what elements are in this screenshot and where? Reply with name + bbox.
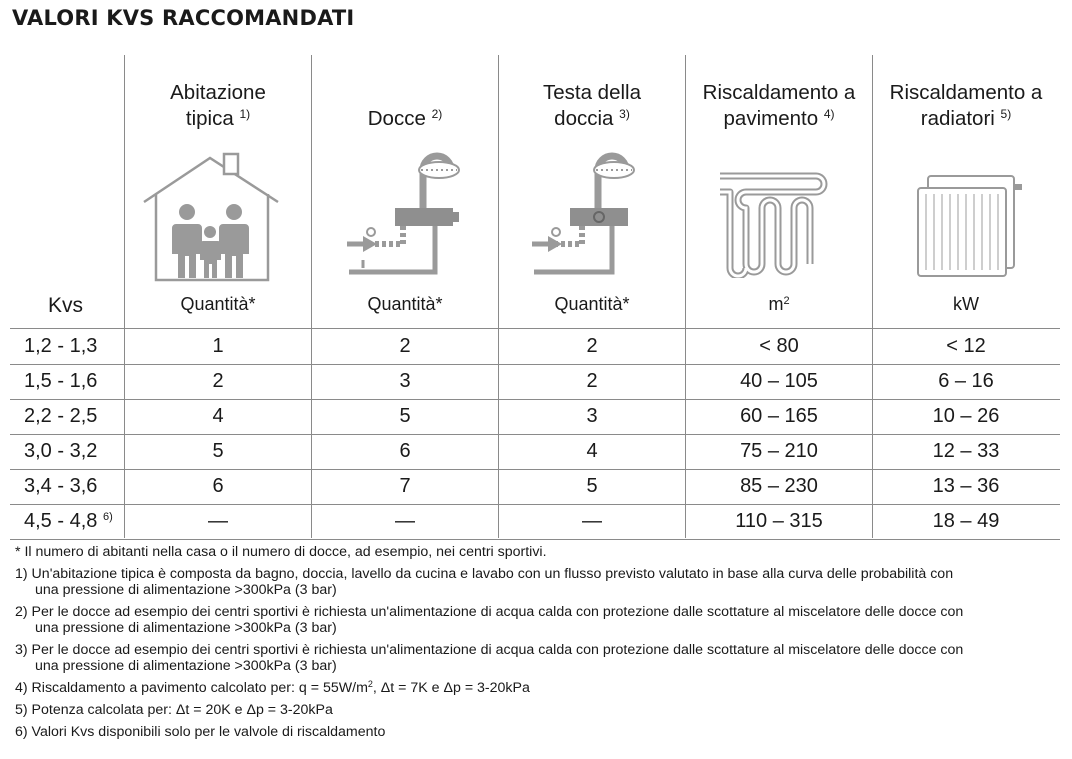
house-family-icon bbox=[140, 150, 282, 285]
footnote-text: una pressione di alimentazione >300kPa (3 bar) bbox=[35, 658, 337, 674]
kvs-cell: 3,0 - 3,2 bbox=[24, 440, 98, 462]
floor-heating-icon bbox=[716, 168, 831, 278]
table-cell: 18 – 49 bbox=[932, 510, 1000, 532]
radiator-icon bbox=[914, 170, 1024, 280]
kvs-cell: 1,5 - 1,6 bbox=[24, 370, 98, 392]
table-cell: — bbox=[582, 510, 602, 532]
table-cell: 1 bbox=[212, 335, 224, 357]
table-cell: 13 – 36 bbox=[932, 475, 1000, 497]
table-cell: 75 – 210 bbox=[740, 440, 818, 462]
table-cell: 5 bbox=[586, 475, 598, 497]
footnote-text: una pressione di alimentazione >300kPa (3 bar) bbox=[35, 620, 337, 636]
table-cell: 10 – 26 bbox=[932, 405, 1000, 427]
footnote-ref: 3) bbox=[619, 107, 630, 121]
footnote-text: , Δt = 7K e Δp = 3-20kPa bbox=[372, 680, 530, 696]
table-cell: 5 bbox=[212, 440, 224, 462]
table-cell: 3 bbox=[399, 370, 411, 392]
table-cell: 6 – 16 bbox=[938, 370, 994, 392]
table-cell: — bbox=[208, 510, 228, 532]
header-line: pavimento bbox=[723, 107, 819, 130]
column-header-testa-doccia bbox=[499, 80, 685, 132]
footnote-4 bbox=[15, 680, 1060, 696]
kvs-cell: 1,2 - 1,3 bbox=[24, 335, 98, 357]
footnote-3 bbox=[15, 642, 1060, 674]
table-rule bbox=[10, 469, 1060, 470]
table-cell: 40 – 105 bbox=[740, 370, 818, 392]
unit-text: m bbox=[768, 294, 784, 314]
table-cell: 85 – 230 bbox=[740, 475, 818, 497]
table-cell: < 12 bbox=[946, 335, 986, 357]
table-rule bbox=[10, 364, 1060, 365]
footnote-text: 1) Un'abitazione tipica è composta da bagno, doccia, lavello da cucina e lavabo con un flusso previsto valutato in base alla curva delle probabilità con bbox=[15, 566, 954, 582]
unit-superscript: 2 bbox=[783, 295, 790, 307]
header-line: doccia bbox=[554, 107, 614, 130]
column-header-docce bbox=[312, 106, 498, 132]
table-cell: 3 bbox=[586, 405, 598, 427]
column-header-abitazione bbox=[125, 80, 311, 132]
table-cell: 4 bbox=[212, 405, 224, 427]
footnote-text: 2) Per le docce ad esempio dei centri sportivi è richiesta un'alimentazione di acqua calda con protezione dalle scottature al miscelatore delle docce con bbox=[15, 604, 964, 620]
header-line: Abitazione bbox=[170, 81, 266, 104]
unit-label: Quantità* bbox=[554, 294, 630, 314]
table-cell: 2 bbox=[586, 370, 598, 392]
kvs-header: Kvs bbox=[48, 294, 84, 317]
footnote-superscript: 2 bbox=[367, 679, 373, 689]
footnote-2 bbox=[15, 604, 1060, 636]
table-rule bbox=[10, 539, 1060, 540]
page-title: VALORI KVS RACCOMANDATI bbox=[12, 6, 355, 30]
footnote-ref: 4) bbox=[823, 107, 835, 121]
column-header-pavimento bbox=[686, 80, 872, 132]
table-cell: 2 bbox=[212, 370, 224, 392]
footnote-ref: 5) bbox=[1000, 107, 1012, 121]
unit-label: Quantità* bbox=[367, 294, 443, 314]
unit-label-m2 bbox=[686, 294, 872, 315]
table-rule bbox=[10, 434, 1060, 435]
kvs-cell: 2,2 - 2,5 bbox=[24, 405, 98, 427]
footnote-ref: 1) bbox=[239, 107, 251, 121]
footnote-text: una pressione di alimentazione >300kPa (3 bar) bbox=[35, 582, 337, 598]
table-cell: 2 bbox=[586, 335, 598, 357]
header-line: Riscaldamento a bbox=[702, 81, 856, 104]
footnote-star: * Il numero di abitanti nella casa o il numero di docce, ad esempio, nei centri sportivi. bbox=[15, 544, 547, 560]
table-rule bbox=[10, 504, 1060, 505]
shower-mixer-icon bbox=[335, 140, 465, 280]
footnote-text: 4) Riscaldamento a pavimento calcolato per: q = 55W/m bbox=[15, 680, 368, 696]
table-rule bbox=[10, 399, 1060, 400]
table-cell: — bbox=[395, 510, 415, 532]
table-cell: 4 bbox=[586, 440, 598, 462]
table-cell: 6 bbox=[399, 440, 411, 462]
table-cell: < 80 bbox=[759, 335, 799, 357]
kvs-value: 4,5 - 4,8 bbox=[24, 510, 98, 532]
kvs-cell: 3,4 - 3,6 bbox=[24, 475, 98, 497]
footnote-ref: 6) bbox=[102, 511, 113, 523]
table-cell: 12 – 33 bbox=[932, 440, 1000, 462]
unit-label: Quantità* bbox=[180, 294, 256, 314]
footnote-1 bbox=[15, 566, 1060, 598]
shower-head-icon bbox=[522, 140, 652, 280]
header-line: Riscaldamento a bbox=[889, 81, 1043, 104]
header-line: Docce bbox=[367, 107, 426, 130]
header-line: radiatori bbox=[920, 107, 995, 130]
column-header-radiatori bbox=[873, 80, 1059, 132]
footnote-6: 6) Valori Kvs disponibili solo per le valvole di riscaldamento bbox=[15, 724, 386, 740]
footnote-text: 3) Per le docce ad esempio dei centri sportivi è richiesta un'alimentazione di acqua calda con protezione dalle scottature al miscelatore delle docce con bbox=[15, 642, 964, 658]
table-cell: 2 bbox=[399, 335, 411, 357]
unit-label: kW bbox=[953, 294, 979, 314]
footnotes bbox=[15, 544, 1060, 746]
table-cell: 7 bbox=[399, 475, 411, 497]
header-line: Testa della bbox=[542, 81, 641, 104]
table-cell: 110 – 315 bbox=[735, 510, 823, 532]
footnote-5: 5) Potenza calcolata per: Δt = 20K e Δp = 3-20kPa bbox=[15, 702, 333, 718]
header-line: tipica bbox=[185, 107, 234, 130]
table-cell: 6 bbox=[212, 475, 224, 497]
table-cell: 60 – 165 bbox=[740, 405, 818, 427]
table-rule bbox=[10, 328, 1060, 329]
table-cell: 5 bbox=[399, 405, 411, 427]
kvs-cell bbox=[24, 506, 124, 536]
footnote-ref: 2) bbox=[431, 107, 443, 121]
